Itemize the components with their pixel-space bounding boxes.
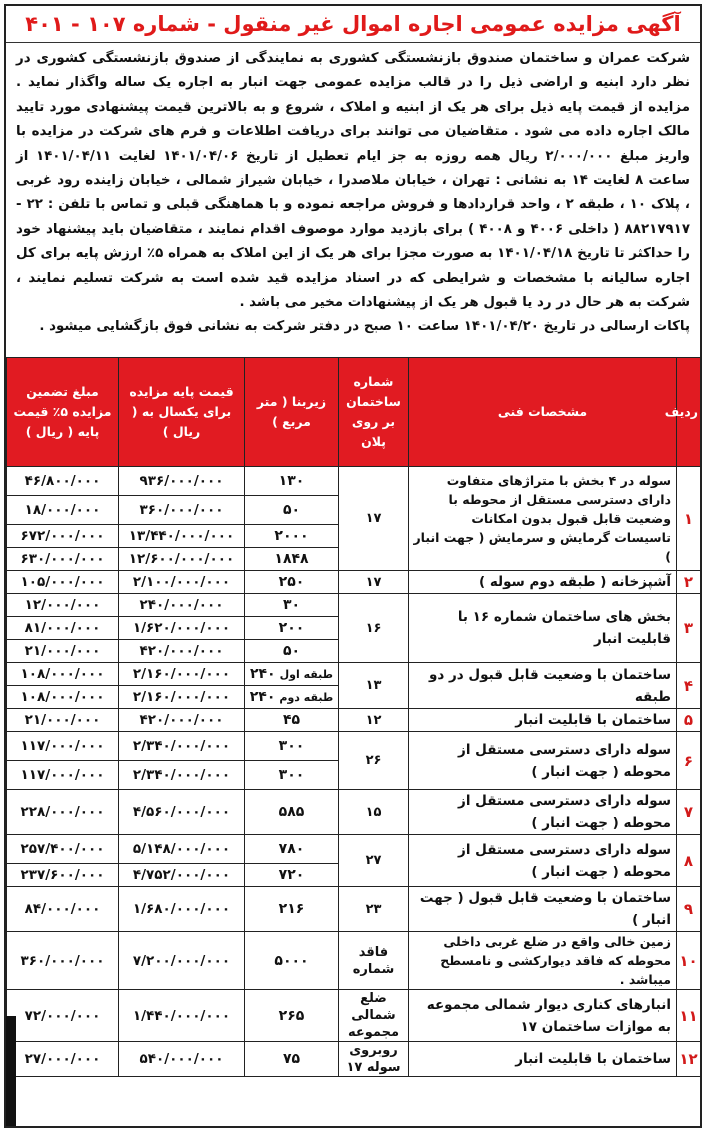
row-building-number: روبروی سوله ۱۷ — [339, 1042, 409, 1077]
row-guarantee: ۶۳۰/۰۰۰/۰۰۰ — [7, 548, 119, 571]
floor-label: طبقه دوم — [279, 690, 334, 704]
row-building-number: ۱۷ — [339, 467, 409, 571]
table-body — [7, 467, 701, 1077]
row-spec: بخش های ساختمان شماره ۱۶ با قابلیت انبار — [409, 594, 677, 663]
row-base-price: ۵۴۰/۰۰۰/۰۰۰ — [119, 1042, 245, 1077]
row-area: ۵۰۰۰ — [245, 932, 339, 990]
row-spec: ساختمان با وضعیت قابل قبول ( جهت انبار ) — [409, 887, 677, 932]
row-number: ۱۲ — [677, 1042, 701, 1077]
row-building-number: فاقد شماره — [339, 932, 409, 990]
row-building-number: ۲۷ — [339, 835, 409, 887]
row-base-price: ۱۳/۴۴۰/۰۰۰/۰۰۰ — [119, 525, 245, 548]
row-spec: انبارهای کناری دیوار شمالی مجموعه به موازات ساختمان ۱۷ — [409, 990, 677, 1042]
row-area: ۵۸۵ — [245, 790, 339, 835]
notice-title: آگهی مزایده عمومی اجاره اموال غیر منقول - شماره ۱۰۷ - ۴۰۱ — [6, 6, 700, 43]
row-guarantee: ۴۶/۸۰۰/۰۰۰ — [7, 467, 119, 496]
row-spec: ساختمان با قابلیت انبار — [409, 709, 677, 732]
row-number: ۵ — [677, 709, 701, 732]
row-area — [245, 686, 339, 709]
row-spec: سوله در ۴ بخش با متراژهای متفاوت دارای دسترسی مستقل از محوطه با وضعیت قابل قبول بدون امکانات تاسیسات گرمایش و سرمایش ( جهت انبار ) — [409, 467, 677, 571]
row-spec: سوله دارای دسترسی مستقل از محوطه ( جهت انبار ) — [409, 732, 677, 790]
row-base-price: ۱۲/۶۰۰/۰۰۰/۰۰۰ — [119, 548, 245, 571]
row-building-number: ۱۳ — [339, 663, 409, 709]
row-base-price: ۹۳۶/۰۰۰/۰۰۰ — [119, 467, 245, 496]
row-base-price: ۲/۱۰۰/۰۰۰/۰۰۰ — [119, 571, 245, 594]
header-guarantee: مبلغ تضمین مزایده ۵٪ قیمت پایه ( ریال ) — [7, 358, 119, 467]
row-number: ۷ — [677, 790, 701, 835]
notice-intro: شرکت عمران و ساختمان صندوق بازنشستگی کشوری به نمایندگی از صندوق بازنشستگی کشوری در نظر دارد ابنیه و اراضی ذیل را در قالب مزایده عمومی جهت انبار به اجاره یک ساله واگذار نماید . مزایده از قیمت پایه ذیل برای هر یک از ابنیه و املاک ، شروع و به بالاترین قیمت پیشنهادی مورد تایید مالک اجاره داده می شود . متقاضیان می توانند برای دریافت اطلاعات و فرم های شرکت در مزایده با واریز مبلغ ۲/۰۰۰/۰۰۰ ریال همه روزه به جز ایام تعطیل از تاریخ ۱۴۰۱/۰۴/۰۶ لغایت ۱۴۰۱/۰۴/۱۱ از ساعت ۸ لغایت ۱۴ به نشانی : تهران ، خیابان ملاصدرا ، خیابان شیراز شمالی ، خیابان زاینده رود غربی ، پلاک ۱۰ ، طبقه ۲ ، واحد قراردادها و فروش مراجعه نموده و با هماهنگی قبلی و تماس با تلفن : ۲۲ - ۸۸۲۱۷۹۱۷ ( داخلی ۴۰۰۶ و ۴۰۰۸ ) برای بازدید موارد موصوف اقدام نمایند ، متقاضیان باید پیشنهاد خود را حداکثر تا تاریخ ۱۴۰۱/۰۴/۱۸ به صورت مجزا برای هر یک از این املاک به همراه ۵٪ ارزش پایه برای کل اجاره سالیانه با مشخصات و شرایطی که در اسناد مزایده قید شده است به شرکت تسلیم نمایند ، شرکت به هر حال در رد یا قبول هر یک از پیشنهادات مخیر می باشد . — [16, 51, 691, 311]
row-spec: سوله دارای دسترسی مستقل از محوطه ( جهت انبار ) — [409, 790, 677, 835]
row-base-price: ۲/۱۶۰/۰۰۰/۰۰۰ — [119, 663, 245, 686]
row-area: ۴۵ — [245, 709, 339, 732]
row-building-number: ۱۲ — [339, 709, 409, 732]
row-guarantee: ۱۰۵/۰۰۰/۰۰۰ — [7, 571, 119, 594]
table-row — [7, 709, 701, 732]
floor-label: طبقه اول — [279, 667, 334, 681]
scan-edge-bar — [6, 1016, 16, 1126]
table-row — [7, 1042, 701, 1077]
row-base-price: ۴/۷۵۲/۰۰۰/۰۰۰ — [119, 864, 245, 887]
row-base-price: ۲۴۰/۰۰۰/۰۰۰ — [119, 594, 245, 617]
header-area: زیربنا ( متر مربع ) — [245, 358, 339, 467]
header-spec: مشخصات فنی — [409, 358, 677, 467]
row-number: ۱۰ — [677, 932, 701, 990]
table-header-row — [7, 358, 701, 467]
table-row — [7, 932, 701, 990]
table-row — [7, 835, 701, 864]
row-area: ۷۸۰ — [245, 835, 339, 864]
row-guarantee: ۱۲/۰۰۰/۰۰۰ — [7, 594, 119, 617]
auction-notice — [4, 4, 702, 1128]
row-area: ۲۰۰۰ — [245, 525, 339, 548]
row-spec: ساختمان با وضعیت قابل قبول در دو طبقه — [409, 663, 677, 709]
row-guarantee: ۲۳۷/۶۰۰/۰۰۰ — [7, 864, 119, 887]
row-guarantee: ۱۱۷/۰۰۰/۰۰۰ — [7, 761, 119, 790]
row-guarantee: ۶۷۲/۰۰۰/۰۰۰ — [7, 525, 119, 548]
row-area: ۲۵۰ — [245, 571, 339, 594]
row-guarantee: ۷۲/۰۰۰/۰۰۰ — [7, 990, 119, 1042]
header-building-number: شماره ساختمان بر روی پلان — [339, 358, 409, 467]
table-row — [7, 990, 701, 1042]
row-area: ۷۵ — [245, 1042, 339, 1077]
table-row — [7, 467, 701, 496]
row-base-price: ۴/۵۶۰/۰۰۰/۰۰۰ — [119, 790, 245, 835]
row-spec: آشپزخانه ( طبقه دوم سوله ) — [409, 571, 677, 594]
area-value: ۲۴۰ — [249, 665, 276, 682]
row-area: ۲۱۶ — [245, 887, 339, 932]
row-spec: زمین خالی واقع در ضلع غربی داخلی محوطه که فاقد دیوارکشی و نامسطح میباشد . — [409, 932, 677, 990]
row-number: ۱ — [677, 467, 701, 571]
row-area: ۱۸۴۸ — [245, 548, 339, 571]
row-building-number: ۲۳ — [339, 887, 409, 932]
row-base-price: ۱/۶۲۰/۰۰۰/۰۰۰ — [119, 617, 245, 640]
row-base-price: ۲/۱۶۰/۰۰۰/۰۰۰ — [119, 686, 245, 709]
row-area: ۳۰ — [245, 594, 339, 617]
row-area: ۵۰ — [245, 496, 339, 525]
row-area — [245, 663, 339, 686]
table-row — [7, 571, 701, 594]
table-row — [7, 887, 701, 932]
properties-table — [6, 357, 701, 1077]
row-guarantee: ۲۵۷/۴۰۰/۰۰۰ — [7, 835, 119, 864]
row-base-price: ۲/۳۴۰/۰۰۰/۰۰۰ — [119, 761, 245, 790]
table-row — [7, 790, 701, 835]
row-guarantee: ۸۴/۰۰۰/۰۰۰ — [7, 887, 119, 932]
row-base-price: ۷/۲۰۰/۰۰۰/۰۰۰ — [119, 932, 245, 990]
row-base-price: ۴۲۰/۰۰۰/۰۰۰ — [119, 709, 245, 732]
header-base-price: قیمت پایه مزایده برای یکسال به ( ریال ) — [119, 358, 245, 467]
row-guarantee: ۲۱/۰۰۰/۰۰۰ — [7, 709, 119, 732]
row-number: ۲ — [677, 571, 701, 594]
row-area: ۲۶۵ — [245, 990, 339, 1042]
row-number: ۳ — [677, 594, 701, 663]
row-guarantee: ۳۶۰/۰۰۰/۰۰۰ — [7, 932, 119, 990]
row-building-number: ۲۶ — [339, 732, 409, 790]
row-building-number: ضلع شمالی مجموعه — [339, 990, 409, 1042]
table-row — [7, 732, 701, 761]
row-number: ۴ — [677, 663, 701, 709]
row-area: ۲۰۰ — [245, 617, 339, 640]
row-spec: ساختمان با قابلیت انبار — [409, 1042, 677, 1077]
notice-opening-date: پاکات ارسالی در تاریخ ۱۴۰۱/۰۴/۲۰ ساعت ۱۰ صبح در دفتر شرکت به نشانی فوق بازگشایی میشود . — [39, 319, 690, 335]
row-guarantee: ۲۲۸/۰۰۰/۰۰۰ — [7, 790, 119, 835]
area-value: ۲۴۰ — [249, 688, 276, 705]
notice-body — [6, 43, 700, 357]
row-guarantee: ۱۰۸/۰۰۰/۰۰۰ — [7, 663, 119, 686]
row-base-price: ۱/۴۴۰/۰۰۰/۰۰۰ — [119, 990, 245, 1042]
row-number: ۱۱ — [677, 990, 701, 1042]
row-base-price: ۱/۶۸۰/۰۰۰/۰۰۰ — [119, 887, 245, 932]
row-base-price: ۵/۱۴۸/۰۰۰/۰۰۰ — [119, 835, 245, 864]
row-number: ۶ — [677, 732, 701, 790]
row-guarantee: ۱۱۷/۰۰۰/۰۰۰ — [7, 732, 119, 761]
row-spec: سوله دارای دسترسی مستقل از محوطه ( جهت انبار ) — [409, 835, 677, 887]
row-area: ۳۰۰ — [245, 732, 339, 761]
row-base-price: ۴۲۰/۰۰۰/۰۰۰ — [119, 640, 245, 663]
row-guarantee: ۱۸/۰۰۰/۰۰۰ — [7, 496, 119, 525]
row-guarantee: ۱۰۸/۰۰۰/۰۰۰ — [7, 686, 119, 709]
row-area: ۳۰۰ — [245, 761, 339, 790]
header-row-number: ردیف — [677, 358, 701, 467]
table-row — [7, 663, 701, 686]
row-guarantee: ۸۱/۰۰۰/۰۰۰ — [7, 617, 119, 640]
row-base-price: ۳۶۰/۰۰۰/۰۰۰ — [119, 496, 245, 525]
row-building-number: ۱۷ — [339, 571, 409, 594]
row-area: ۷۲۰ — [245, 864, 339, 887]
row-guarantee: ۲۷/۰۰۰/۰۰۰ — [7, 1042, 119, 1077]
row-guarantee: ۲۱/۰۰۰/۰۰۰ — [7, 640, 119, 663]
row-building-number: ۱۶ — [339, 594, 409, 663]
row-base-price: ۲/۳۴۰/۰۰۰/۰۰۰ — [119, 732, 245, 761]
row-area: ۱۳۰ — [245, 467, 339, 496]
row-number: ۹ — [677, 887, 701, 932]
table-row — [7, 594, 701, 617]
row-number: ۸ — [677, 835, 701, 887]
row-area: ۵۰ — [245, 640, 339, 663]
row-building-number: ۱۵ — [339, 790, 409, 835]
